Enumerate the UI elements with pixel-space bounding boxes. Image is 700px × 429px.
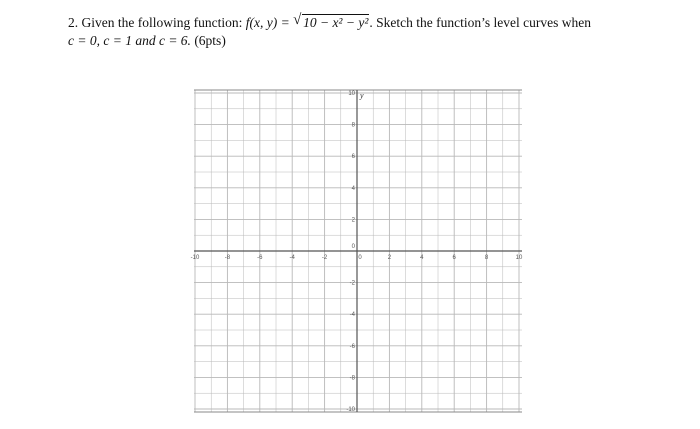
y-tick-label: -8 (349, 375, 355, 382)
function-radicand: 10 − x² − y² (303, 15, 369, 30)
x-tick-label: 10 (515, 255, 523, 261)
x-tick-label: -4 (289, 255, 295, 261)
x-tick-label: 0 (358, 255, 362, 261)
problem-task: . Sketch the function’s level curves when (369, 15, 591, 30)
y-tick-label: 8 (351, 122, 355, 129)
x-tick-label: -10 (190, 255, 200, 261)
x-tick-label: -6 (257, 255, 263, 261)
x-tick-label: 4 (420, 255, 424, 261)
level-conditions: c = 0, c = 1 and c = 6. (68, 33, 191, 48)
y-tick-label: 4 (351, 185, 355, 192)
radical-sign-icon: √ (293, 12, 302, 28)
y-tick-label: 10 (348, 91, 355, 97)
y-tick-label: 0 (351, 244, 355, 250)
y-tick-label: -10 (346, 407, 355, 413)
y-tick-label: -6 (349, 343, 355, 350)
problem-intro: Given the following function: (81, 15, 243, 30)
x-tick-label: -2 (321, 255, 328, 261)
y-tick-label: -4 (349, 312, 355, 319)
problem-points: (6pts) (194, 33, 226, 48)
y-axis-label: y (360, 91, 364, 100)
y-tick-label: 6 (351, 154, 355, 161)
x-tick-label: -8 (224, 255, 231, 261)
x-tick-label: 8 (484, 255, 489, 261)
x-tick-label: 6 (452, 255, 456, 261)
function-lhs: f(x, y) = (245, 15, 294, 30)
problem-number: 2. (68, 15, 79, 30)
x-tick-label: 2 (387, 255, 392, 261)
y-tick-label: -2 (349, 280, 355, 287)
y-tick-label: 2 (351, 217, 355, 224)
